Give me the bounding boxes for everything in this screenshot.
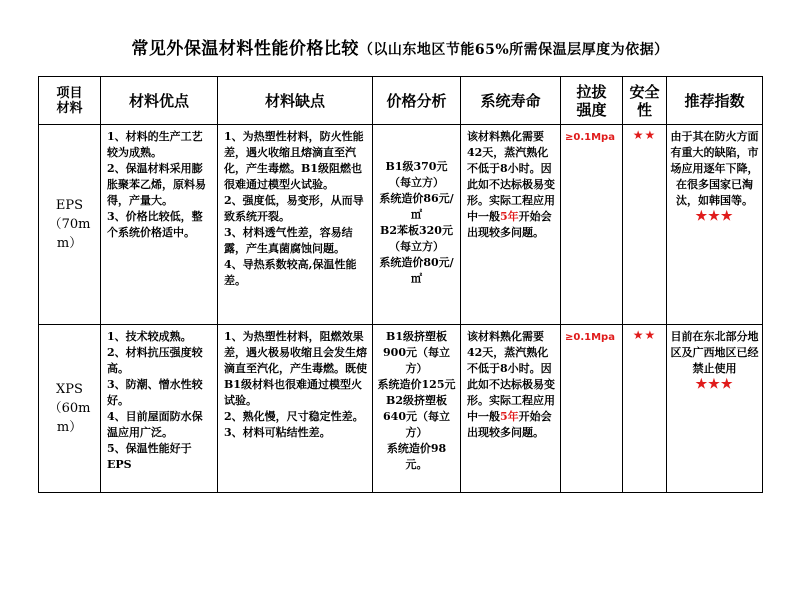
header-recommend: 推荐指数	[667, 77, 763, 125]
disadvantages-cell: 1、为热塑性材料，防火性能差，遇火收缩且熔滴直至汽化，产生毒燃。B1级阻燃也很难通过模型火试验。 2、强度低，易变形，从而导致系统开裂。 3、材料透气性差，容易结露，产生真菌腐蚀问题。 4、导热系数较高,保温性能差。	[218, 125, 373, 325]
header-strength: 拉拔 强度	[561, 77, 623, 125]
advantages-cell: 1、技术较成熟。 2、材料抗压强度较高。 3、防潮、憎水性较好。 4、目前屋面防水保温应用广泛。 5、保温性能好于EPS	[101, 325, 218, 493]
header-row	[39, 77, 763, 125]
recommend-cell: 由于其在防火方面有重大的缺陷，市场应用逐年下降，在很多国家已淘汰，如韩国等。 ★★★	[667, 125, 763, 325]
page-title	[0, 34, 800, 59]
safety-stars: ★★	[623, 325, 667, 493]
title-sub: （以山东地区节能65%所需保温层厚度为依据）	[358, 42, 669, 58]
table-row-xps	[39, 325, 763, 493]
material-cell: XPS （60m m）	[39, 325, 101, 493]
lifespan-years: 5年	[500, 210, 519, 223]
header-material: 项目 材料	[39, 77, 101, 125]
header-disadvantages: 材料缺点	[218, 77, 373, 125]
safety-stars: ★★	[623, 125, 667, 325]
recommend-stars: ★★★	[695, 377, 734, 392]
advantages-cell: 1、材料的生产工艺较为成熟。 2、保温材料采用膨胀聚苯乙烯，原料易得，产量大。 3、价格比较低，整个系统价格适中。	[101, 125, 218, 325]
header-advantages: 材料优点	[101, 77, 218, 125]
comparison-table	[38, 76, 763, 493]
disadvantages-cell: 1、为热塑性材料，阻燃效果差，遇火极易收缩且会发生熔滴直至汽化，产生毒燃。既使B1级材料也很难通过模型火试验。 2、熟化慢，尺寸稳定性差。 3、材料可粘结性差。	[218, 325, 373, 493]
header-price: 价格分析	[373, 77, 461, 125]
recommend-cell: 目前在东北部分地区及广西地区已经禁止使用 ★★★	[667, 325, 763, 493]
lifespan-years: 5年	[500, 410, 519, 423]
strength-cell: ≥0.1Mpa	[561, 125, 623, 325]
recommend-stars: ★★★	[695, 209, 734, 224]
strength-cell: ≥0.1Mpa	[561, 325, 623, 493]
lifespan-cell: 该材料熟化需要42天，蒸汽熟化不低于8小时。因此如不达标极易变形。实际工程应用中一般5年开始会出现较多问题。	[461, 125, 561, 325]
table-row-eps	[39, 125, 763, 325]
header-lifespan: 系统寿命	[461, 77, 561, 125]
title-main: 常见外保温材料性能价格比较	[131, 39, 359, 59]
header-safety: 安全 性	[623, 77, 667, 125]
price-cell: B1级挤塑板900元（每立方） 系统造价125元 B2级挤塑板640元（每立方） 系统造价98元。	[373, 325, 461, 493]
price-cell: B1级370元 （每立方） 系统造价86元/㎡ B2苯板320元 （每立方） 系统造价80元/㎡	[373, 125, 461, 325]
material-cell: EPS （70m m）	[39, 125, 101, 325]
lifespan-cell: 该材料熟化需要42天，蒸汽熟化不低于8小时。因此如不达标极易变形。实际工程应用中一般5年开始会出现较多问题。	[461, 325, 561, 493]
